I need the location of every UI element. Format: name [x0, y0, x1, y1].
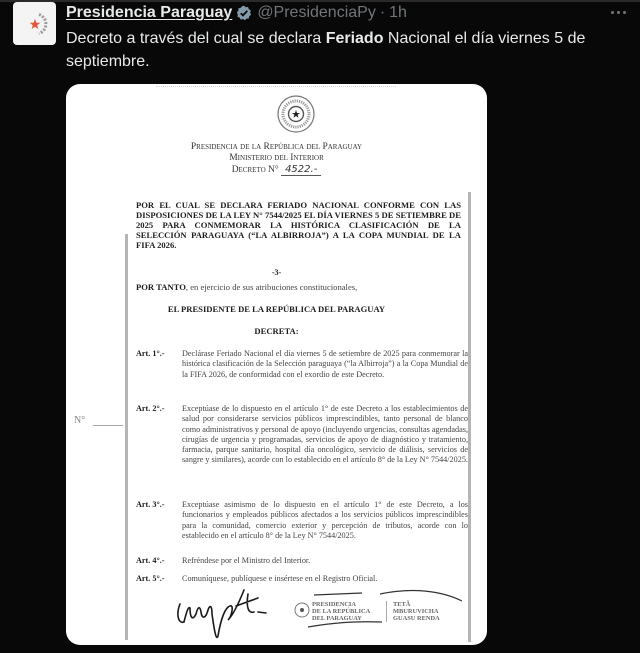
stamp-line: DEL PARAGUAY: [312, 615, 362, 622]
timestamp[interactable]: 1h: [389, 4, 407, 21]
document-header-strip: [156, 84, 396, 87]
stamp-line: GUASU RENDA: [393, 615, 440, 622]
ellipsis-icon: [611, 11, 614, 14]
post-text-bold: Feriado: [325, 30, 384, 47]
post-text-part: Nacional el día viernes 5 de septiembre.: [66, 30, 586, 70]
decreta-heading: DECRETA:: [254, 326, 299, 336]
presidency-logo-icon: [20, 9, 50, 39]
more-options-button[interactable]: [606, 2, 630, 22]
decree-number: 4522.-: [281, 164, 321, 176]
margin-number-label: N°: [74, 415, 86, 426]
ministry-name: Ministerio del Interior: [229, 153, 324, 163]
post-text: [66, 27, 626, 73]
verified-badge-icon[interactable]: [236, 5, 252, 21]
article-text: Declárase Feriado Nacional el día viernes 5 de setiembre de 2025 para conmemorar la histórica clasificación de la Selección paraguaya (“la Albirroja”) a la Copa Mundial de la FIFA 2026, de conformidad con el exordio de este Decreto.: [182, 349, 468, 379]
article-text: Refréndese por el Ministro del Interior.: [182, 556, 311, 565]
page-number: -3-: [271, 268, 282, 277]
article-3: [136, 500, 468, 541]
article-label: Art. 1°.-: [136, 349, 165, 358]
stamp-text-guarani: [386, 601, 440, 622]
president-heading: EL PRESIDENTE DE LA REPÚBLICA DEL PARAGUAY: [167, 304, 386, 314]
signature-icon: [174, 584, 284, 644]
stamp-line: PRESIDENCIA: [312, 601, 357, 608]
stamp-seal-icon: [294, 602, 310, 618]
article-5: [136, 574, 468, 584]
article-label: Art. 3°.-: [136, 500, 165, 509]
article-text: Exceptúase de lo dispuesto en el artículo 1° de este Decreto a los establecimientos de salud por considerarse servicios públicos imprescindibles, tanto personal de blanco como administrativos y personal de apoyo (incluyendo urgencias, consultas agendadas, cirugías de urgencia y programadas, servicios de apoyo de diagnóstico y tratamiento, farmacia, parque sanitario, hospital día oncológico, servicio de diálisis, servicios de sangre y similares), acorde con lo establecido en el artículo 8° de la Ley N° 7544/2025.: [182, 404, 468, 465]
avatar[interactable]: [13, 2, 56, 45]
article-4: [136, 556, 468, 566]
stamp-line: TETÃ: [393, 601, 411, 608]
display-name[interactable]: Presidencia Paraguay: [66, 4, 233, 21]
post-text-part: Decreto a través del cual se declara: [66, 30, 326, 47]
article-text: Exceptúase asimismo de lo dispuesto en el artículo 1° de este Decreto, a los funcionarios y empleados públicos afectados a los servicios públicos imprescindibles para la comunidad, comercio exterior y percepción de tributos, acorde con lo establecido en el artículo 8° de la Ley N° 7544/2025.: [182, 500, 468, 540]
ellipsis-dot: [617, 11, 620, 14]
national-seal-icon: [276, 94, 316, 134]
right-margin-line: [468, 192, 471, 642]
por-tanto-line: [136, 282, 357, 292]
separator-dot: ·: [379, 4, 386, 21]
article-text: Comuníquese, publíquese e insértese en el Registro Oficial.: [182, 574, 378, 583]
presidency-stamp: [292, 589, 472, 629]
post-header: [66, 3, 407, 23]
por-tanto-bold: POR TANTO: [136, 282, 186, 292]
article-label: Art. 2°.-: [136, 404, 165, 413]
post-image-decree[interactable]: [66, 84, 487, 645]
por-tanto-text: , en ejercicio de sus atribuciones constitucionales,: [185, 282, 358, 292]
article-label: Art. 4°.-: [136, 556, 165, 565]
article-label: Art. 5°.-: [136, 574, 165, 583]
stamp-text-spanish: [312, 601, 370, 622]
margin-number-line: [93, 425, 123, 426]
article-2: [136, 404, 468, 466]
handle[interactable]: @PresidenciaPy: [257, 4, 376, 21]
ellipsis-dot: [623, 11, 626, 14]
org-name: Presidencia de la República del Paraguay: [190, 142, 363, 152]
decree-number-line: [66, 164, 487, 175]
stamp-line: DE LA REPÚBLICA: [312, 608, 371, 615]
decree-title: POR EL CUAL SE DECLARA FERIADO NACIONAL CONFORME CON LAS DISPOSICIONES DE LA LEY N° 7544/2025 EL DÍA VIERNES 5 DE SETIEMBRE DE 2025 PARA CONMEMORAR LA HISTÓRICA CLASIFICACIÓN DE LA SELECCIÓN PARAGUAYA (“LA ALBIRROJA”) A LA COPA MUNDIAL DE LA FIFA 2026.: [136, 200, 461, 250]
top-divider: [0, 0, 640, 2]
stamp-line: MBURUVICHA: [393, 608, 439, 615]
left-margin-line: [125, 234, 128, 640]
decree-label: Decreto N°: [231, 165, 279, 175]
article-1: [136, 349, 468, 380]
